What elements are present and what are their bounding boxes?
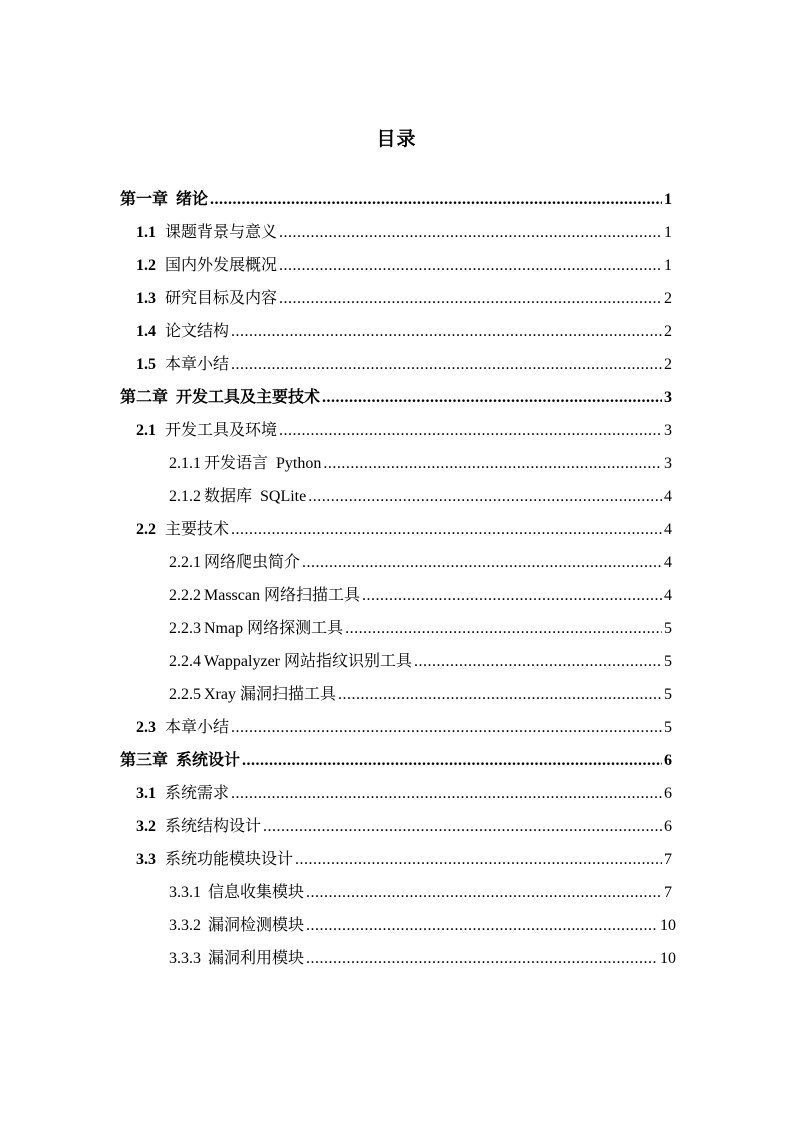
toc-entry-2-1[interactable] xyxy=(0,414,672,447)
toc-entry-page: 7 xyxy=(664,851,672,868)
dot-leader xyxy=(210,183,662,216)
toc-entry-title: 系统功能模块设计 xyxy=(165,851,294,868)
toc-entry-title: Nmap 网络探测工具 xyxy=(204,620,344,637)
toc-entry-page: 10 xyxy=(660,917,676,934)
toc-entry-page: 5 xyxy=(664,653,672,670)
dot-leader xyxy=(279,282,662,315)
toc-entry-chapter-2[interactable] xyxy=(0,381,672,414)
toc-entry-2-1-1[interactable] xyxy=(0,447,672,480)
toc-entry-number: 3.1 xyxy=(136,785,156,802)
toc-entry-title: 系统需求 xyxy=(165,785,230,802)
toc-entry-3-2[interactable] xyxy=(0,810,672,843)
toc-entry-title: 开发语言 Python xyxy=(204,455,322,472)
toc-entry-3-3[interactable] xyxy=(0,843,672,876)
dot-leader xyxy=(231,348,662,381)
toc-entry-2-3[interactable] xyxy=(0,711,672,744)
toc-entry-page: 1 xyxy=(664,224,672,241)
toc-entry-title: 本章小结 xyxy=(165,719,230,736)
dot-leader xyxy=(231,777,662,810)
toc-entry-title: 网络爬虫简介 xyxy=(204,554,301,571)
dot-leader xyxy=(306,909,658,942)
toc-entry-title: 信息收集模块 xyxy=(204,884,305,901)
toc-entry-page: 4 xyxy=(664,554,672,571)
dot-leader xyxy=(362,579,662,612)
toc-entry-page: 4 xyxy=(664,587,672,604)
toc-entry-number: 2.2.4 xyxy=(169,653,201,670)
dot-leader xyxy=(345,612,662,645)
toc-entry-number: 3.3 xyxy=(136,851,156,868)
toc-entry-3-3-3[interactable] xyxy=(0,942,676,975)
toc-entry-page: 2 xyxy=(664,323,672,340)
toc-entry-number: 1.2 xyxy=(136,257,156,274)
toc-entry-page: 10 xyxy=(660,950,676,967)
toc-entry-page: 1 xyxy=(664,191,672,208)
dot-leader xyxy=(338,678,662,711)
toc-entry-title: 绪论 xyxy=(176,191,209,208)
toc-entry-title: 漏洞利用模块 xyxy=(204,950,305,967)
toc-entry-number: 3.2 xyxy=(136,818,156,835)
toc-entry-number: 2.2.2 xyxy=(169,587,201,604)
toc-entry-number: 2.2.5 xyxy=(169,686,201,703)
dot-leader xyxy=(231,315,662,348)
toc-entry-number: 第一章 xyxy=(120,191,169,208)
toc-entry-title: Masscan 网络扫描工具 xyxy=(204,587,360,604)
toc-entry-3-3-2[interactable] xyxy=(0,909,676,942)
toc-entry-number: 2.3 xyxy=(136,719,156,736)
dot-leader xyxy=(231,711,662,744)
toc-entry-title: Wappalyzer 网站指纹识别工具 xyxy=(204,653,413,670)
toc-entry-page: 3 xyxy=(664,422,672,439)
toc-entry-page: 5 xyxy=(664,686,672,703)
table-of-contents xyxy=(0,183,793,975)
toc-entry-title: 开发工具及主要技术 xyxy=(176,389,321,406)
dot-leader xyxy=(295,843,662,876)
toc-entry-number: 第二章 xyxy=(120,389,169,406)
toc-entry-page: 6 xyxy=(664,752,672,769)
toc-entry-title: 漏洞检测模块 xyxy=(204,917,305,934)
toc-entry-page: 5 xyxy=(664,719,672,736)
toc-entry-number: 3.3.1 xyxy=(169,884,201,901)
toc-entry-title: 主要技术 xyxy=(165,521,230,538)
toc-entry-number: 2.1.1 xyxy=(169,455,201,472)
toc-entry-title: 研究目标及内容 xyxy=(165,290,278,307)
toc-entry-title: 论文结构 xyxy=(165,323,230,340)
toc-entry-page: 7 xyxy=(664,884,672,901)
toc-entry-number: 2.2.1 xyxy=(169,554,201,571)
toc-entry-1-2[interactable] xyxy=(0,249,672,282)
dot-leader xyxy=(302,546,662,579)
toc-entry-page: 1 xyxy=(664,257,672,274)
toc-entry-2-1-2[interactable] xyxy=(0,480,672,513)
toc-entry-title: Xray 漏洞扫描工具 xyxy=(204,686,336,703)
toc-entry-1-4[interactable] xyxy=(0,315,672,348)
toc-entry-page: 4 xyxy=(664,488,672,505)
toc-entry-number: 1.3 xyxy=(136,290,156,307)
toc-entry-title: 课题背景与意义 xyxy=(165,224,278,241)
toc-entry-chapter-3[interactable] xyxy=(0,744,672,777)
toc-entry-title: 国内外发展概况 xyxy=(165,257,278,274)
toc-entry-number: 1.1 xyxy=(136,224,156,241)
toc-entry-number: 2.2 xyxy=(136,521,156,538)
toc-entry-page: 4 xyxy=(664,521,672,538)
dot-leader xyxy=(306,942,658,975)
toc-entry-number: 2.1.2 xyxy=(169,488,201,505)
toc-entry-chapter-1[interactable] xyxy=(0,183,672,216)
toc-entry-1-1[interactable] xyxy=(0,216,672,249)
toc-entry-2-2-1[interactable] xyxy=(0,546,672,579)
toc-entry-2-2[interactable] xyxy=(0,513,672,546)
toc-entry-page: 2 xyxy=(664,290,672,307)
toc-entry-page: 3 xyxy=(664,455,672,472)
toc-entry-2-2-2[interactable] xyxy=(0,579,672,612)
dot-leader xyxy=(263,810,662,843)
toc-entry-title: 数据库 SQLite xyxy=(204,488,307,505)
dot-leader xyxy=(323,447,662,480)
toc-entry-page: 2 xyxy=(664,356,672,373)
toc-entry-number: 3.3.2 xyxy=(169,917,201,934)
toc-entry-page: 6 xyxy=(664,785,672,802)
dot-leader xyxy=(414,645,662,678)
dot-leader xyxy=(242,744,662,777)
toc-title: 目录 xyxy=(376,129,417,150)
toc-entry-page: 6 xyxy=(664,818,672,835)
toc-entry-title: 系统结构设计 xyxy=(165,818,262,835)
toc-entry-title: 本章小结 xyxy=(165,356,230,373)
toc-entry-page: 3 xyxy=(664,389,672,406)
dot-leader xyxy=(308,480,662,513)
toc-entry-2-2-5[interactable] xyxy=(0,678,672,711)
toc-entry-3-3-1[interactable] xyxy=(0,876,672,909)
toc-entry-number: 1.4 xyxy=(136,323,156,340)
toc-entry-1-5[interactable] xyxy=(0,348,672,381)
dot-leader xyxy=(279,249,662,282)
toc-entry-3-1[interactable] xyxy=(0,777,672,810)
toc-entry-1-3[interactable] xyxy=(0,282,672,315)
toc-entry-2-2-4[interactable] xyxy=(0,645,672,678)
toc-entry-title: 开发工具及环境 xyxy=(165,422,278,439)
toc-entry-number: 第三章 xyxy=(120,752,169,769)
dot-leader xyxy=(279,216,662,249)
toc-entry-2-2-3[interactable] xyxy=(0,612,672,645)
toc-entry-title: 系统设计 xyxy=(176,752,241,769)
dot-leader xyxy=(306,876,662,909)
dot-leader xyxy=(231,513,662,546)
toc-entry-number: 2.1 xyxy=(136,422,156,439)
toc-entry-number: 2.2.3 xyxy=(169,620,201,637)
toc-entry-page: 5 xyxy=(664,620,672,637)
dot-leader xyxy=(322,381,662,414)
toc-entry-number: 1.5 xyxy=(136,356,156,373)
dot-leader xyxy=(279,414,662,447)
toc-entry-number: 3.3.3 xyxy=(169,950,201,967)
